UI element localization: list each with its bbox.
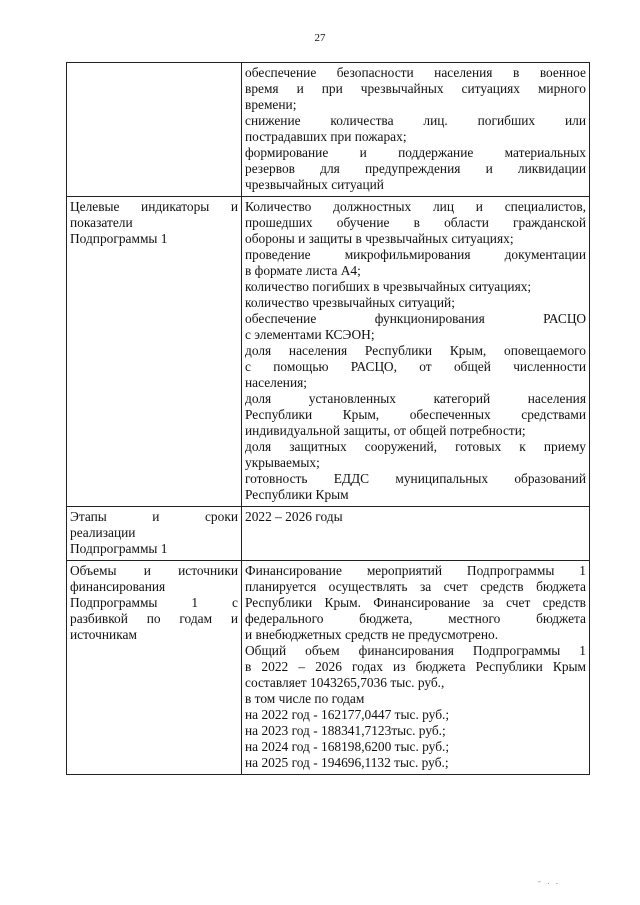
row-value-line: снижение количества лиц. погибших или (245, 113, 586, 128)
row-value-line: обеспечение функционирования РАСЦО (245, 311, 586, 326)
row-value-line: индивидуальной защиты, от общей потребности; (245, 423, 526, 438)
row-value-line: с элементами КСЭОН; (245, 327, 375, 342)
row-label-line: разбивкой по годам и (70, 611, 238, 626)
row-value-line: на 2022 год - 162177,0447 тыс. руб.; (245, 707, 450, 722)
row-label-line: Объемы и источники (70, 563, 238, 578)
row-value-line: времени; (245, 97, 297, 112)
row-value-line: количество чрезвычайных ситуаций; (245, 295, 455, 310)
row-value-line: обороны и защиты в чрезвычайных ситуациях; (245, 231, 514, 246)
row-label-line: финансирования (70, 579, 166, 594)
row-value-line: доля защитных сооружений, готовых к приему (245, 439, 586, 454)
row-value-cell (242, 507, 590, 561)
row-value-line: на 2025 год - 194696,1132 тыс. руб.; (245, 755, 449, 770)
row-value-cell (242, 197, 590, 507)
row-value-line: резервов для предупреждения и ликвидации (245, 161, 586, 176)
row-value-line: время и при чрезвычайных ситуациях мирного (245, 81, 586, 96)
row-value-line: федерального бюджета, местного бюджета (245, 611, 586, 626)
row-value-line: и внебюджетных средств не предусмотрено. (245, 627, 499, 642)
table-row (67, 507, 590, 561)
row-value-cell (242, 63, 590, 197)
row-label-line: показатели (70, 215, 133, 230)
row-value-line: Республики Крым, обеспеченных средствами (245, 407, 586, 422)
row-label-cell (67, 507, 242, 561)
row-value-line: чрезвычайных ситуаций (245, 177, 384, 192)
row-value-line: Общий объем финансирования Подпрограммы 1 (245, 643, 586, 658)
row-label-line: Целевые индикаторы и (70, 199, 238, 214)
row-label-line: Подпрограммы 1 с (70, 595, 238, 610)
table-row (67, 63, 590, 197)
row-value-line: на 2023 год - 188341,7123тыс. руб.; (245, 723, 446, 738)
scan-artifact: - . . (538, 876, 560, 886)
row-value-line: планируется осуществлять за счет средств бюджета (245, 579, 586, 594)
table-row (67, 197, 590, 507)
row-value-line: доля населения Республики Крым, оповещаемого (245, 343, 586, 358)
row-value-line: на 2024 год - 168198,6200 тыс. руб.; (245, 739, 450, 754)
row-value-line: доля установленных категорий населения (245, 391, 586, 406)
row-label-cell (67, 197, 242, 507)
row-label-line: реализации (70, 525, 136, 540)
row-value-line: в том числе по годам (245, 691, 365, 706)
row-label-line: Подпрограммы 1 (70, 541, 168, 556)
row-value-line: укрываемых; (245, 455, 320, 470)
row-value-cell (242, 561, 590, 775)
row-value-line: прошедших обучение в области гражданской (245, 215, 586, 230)
row-label-cell (67, 63, 242, 197)
row-value-line: с помощью РАСЦО, от общей численности (245, 359, 586, 374)
row-value-line: пострадавших при пожарах; (245, 129, 407, 144)
table-row (67, 561, 590, 775)
cell-spacer (245, 525, 586, 539)
row-value-line: Республики Крым. Финансирование за счет средств (245, 595, 586, 610)
row-value-line: составляет 1043265,7036 тыс. руб., (245, 675, 445, 690)
row-value-line: в формате листа А4; (245, 263, 361, 278)
row-label-line: Этапы и сроки (70, 509, 238, 524)
row-value-line: количество погибших в чрезвычайных ситуациях; (245, 279, 532, 294)
row-value-line: Финансирование мероприятий Подпрограммы 1 (245, 563, 586, 578)
row-value-line: в 2022 – 2026 годах из бюджета Республики Крым (245, 659, 586, 674)
row-label-line: источникам (70, 627, 137, 642)
row-value-line: формирование и поддержание материальных (245, 145, 586, 160)
row-value-line: проведение микрофильмирования документации (245, 247, 586, 262)
row-value-line: Количество должностных лиц и специалистов, (245, 199, 586, 214)
row-label-line: Подпрограммы 1 (70, 231, 168, 246)
row-value-line: 2022 – 2026 годы (245, 509, 343, 524)
page-number: 27 (314, 32, 326, 44)
row-label-cell (67, 561, 242, 775)
program-passport-table (66, 62, 590, 775)
row-value-line: Республики Крым (245, 487, 349, 502)
row-value-line: обеспечение безопасности населения в военное (245, 65, 586, 80)
row-value-line: населения; (245, 375, 307, 390)
row-value-line: готовность ЕДДС муниципальных образований (245, 471, 586, 486)
